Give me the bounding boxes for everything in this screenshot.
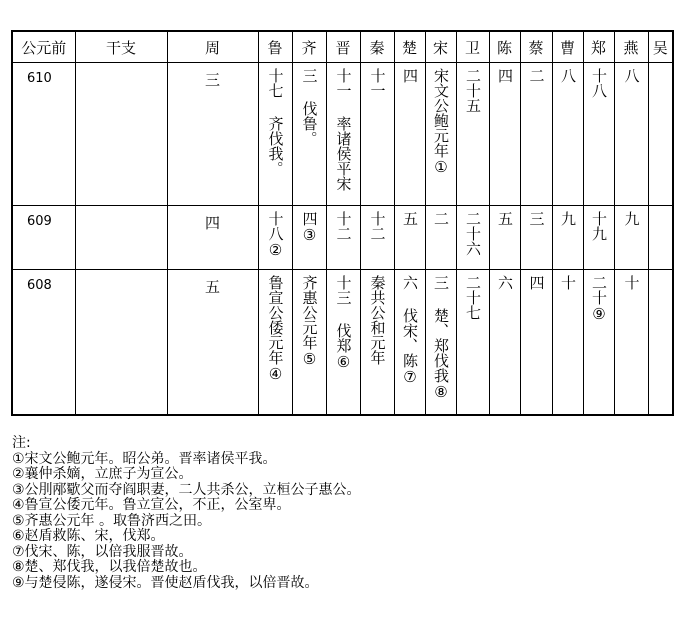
zhou-cell: 四	[167, 206, 258, 270]
note-item: ②襄仲杀嫡，立庶子为宣公。	[12, 466, 193, 482]
qin-cell	[360, 270, 394, 415]
song-text: 三 楚、郑伐我⑧	[432, 275, 450, 401]
cao-text: 九	[559, 211, 577, 226]
header-chen: 陈	[489, 31, 520, 63]
jin-cell	[326, 270, 360, 415]
header-jin: 晋	[326, 31, 360, 63]
note-item: ⑧楚、郑伐我，以我倍楚故也。	[12, 559, 207, 575]
yan-text: 十	[622, 275, 641, 290]
cai-text: 二	[527, 68, 546, 83]
zheng-cell	[583, 270, 614, 415]
note-item: ⑥赵盾救陈、宋，伐郑。	[12, 528, 165, 544]
qi-cell	[292, 270, 326, 415]
lu-cell	[258, 63, 292, 206]
qin-text: 十一	[368, 68, 387, 98]
jin-text: 十一 率诸侯平宋	[334, 68, 353, 191]
wei-text: 二十七	[464, 275, 482, 320]
cai-text: 四	[527, 275, 546, 290]
wu-cell	[648, 63, 673, 206]
jin-cell	[326, 206, 360, 270]
header-zhou: 周	[167, 31, 258, 63]
qin-text: 秦共公和元年	[368, 275, 387, 365]
note-item: ①宋文公鲍元年。昭公弟。晋率诸侯平我。	[12, 450, 277, 467]
zheng-text: 十八	[590, 68, 608, 98]
header-cao: 曹	[552, 31, 583, 63]
header-qi: 齐	[292, 31, 326, 63]
notes-section	[12, 436, 361, 591]
ganzhi-cell	[75, 270, 167, 415]
wei-cell	[456, 206, 489, 270]
lu-text: 鲁宣公倭元年④	[266, 275, 285, 383]
song-cell	[425, 63, 456, 206]
chen-text: 五	[496, 211, 514, 226]
qi-text: 齐惠公元年⑤	[300, 275, 319, 368]
zheng-text: 二十⑨	[590, 275, 608, 323]
yan-text: 九	[622, 211, 641, 226]
header-row	[12, 31, 673, 63]
header-zheng: 郑	[583, 31, 614, 63]
qi-cell	[292, 206, 326, 270]
header-year: 公元前	[12, 31, 75, 63]
chu-cell	[394, 206, 425, 270]
song-text: 二	[432, 211, 450, 226]
qi-text: 三 伐鲁。	[300, 68, 319, 146]
chen-text: 四	[496, 68, 514, 83]
header-yan: 燕	[614, 31, 648, 63]
chu-cell	[394, 270, 425, 415]
table-row	[12, 206, 673, 270]
lu-cell	[258, 270, 292, 415]
jin-cell	[326, 63, 360, 206]
cao-cell	[552, 270, 583, 415]
wu-cell	[648, 270, 673, 415]
ganzhi-cell	[75, 206, 167, 270]
table-row	[12, 63, 673, 206]
zheng-text: 十九	[590, 211, 608, 241]
header-wu: 吴	[648, 31, 673, 63]
header-cai: 蔡	[520, 31, 552, 63]
chen-cell	[489, 63, 520, 206]
qi-text: 四③	[300, 211, 319, 244]
chen-cell	[489, 206, 520, 270]
chu-text: 五	[401, 211, 419, 226]
jin-text: 十二	[334, 211, 353, 241]
header-lu: 鲁	[258, 31, 292, 63]
song-cell	[425, 206, 456, 270]
cao-text: 八	[559, 68, 577, 83]
cai-cell	[520, 270, 552, 415]
yan-text: 八	[622, 68, 641, 83]
cai-text: 三	[527, 211, 546, 226]
zhou-cell: 五	[167, 270, 258, 415]
note-item: ⑤齐惠公元年 。取鲁济西之田。	[12, 512, 212, 529]
zheng-cell	[583, 63, 614, 206]
chu-cell	[394, 63, 425, 206]
chu-text: 四	[401, 68, 419, 83]
lu-cell	[258, 206, 292, 270]
chronology-table	[11, 30, 674, 416]
cao-text: 十	[559, 275, 577, 290]
wei-text: 二十五	[464, 68, 482, 113]
cai-cell	[520, 63, 552, 206]
year-cell: 608	[12, 270, 75, 415]
jin-text: 十三 伐郑⑥	[334, 275, 353, 371]
year-cell: 609	[12, 206, 75, 270]
lu-text: 十八②	[266, 211, 285, 259]
header-chu: 楚	[394, 31, 425, 63]
chu-text: 六 伐宋、陈⑦	[401, 275, 419, 386]
chen-text: 六	[496, 275, 514, 290]
qin-text: 十二	[368, 211, 387, 241]
header-wei: 卫	[456, 31, 489, 63]
song-text: 宋文公鲍元年①	[432, 68, 450, 176]
zheng-cell	[583, 206, 614, 270]
cao-cell	[552, 63, 583, 206]
note-item: ⑨与楚侵陈，遂侵宋。晋使赵盾伐我，以倍晋故。	[12, 574, 319, 591]
year-cell: 610	[12, 63, 75, 206]
chen-cell	[489, 270, 520, 415]
header-ganzhi: 干支	[75, 31, 167, 63]
cao-cell	[552, 206, 583, 270]
lu-text: 十七 齐伐我。	[266, 68, 285, 176]
ganzhi-cell	[75, 63, 167, 206]
wei-text: 二十六	[464, 211, 482, 256]
qin-cell	[360, 206, 394, 270]
note-item: ④鲁宣公倭元年。鲁立宣公，不正，公室卑。	[12, 497, 291, 513]
yan-cell	[614, 270, 648, 415]
song-cell	[425, 270, 456, 415]
note-item: ③公刖邴歜父而夺阎职妻，二人共杀公，立桓公子惠公。	[12, 481, 361, 498]
wei-cell	[456, 63, 489, 206]
table-row	[12, 270, 673, 415]
notes-title: 注:	[12, 435, 31, 451]
qin-cell	[360, 63, 394, 206]
yan-cell	[614, 63, 648, 206]
wei-cell	[456, 270, 489, 415]
note-item: ⑦伐宋、陈，以倍我服晋故。	[12, 543, 193, 560]
header-song: 宋	[425, 31, 456, 63]
yan-cell	[614, 206, 648, 270]
wu-cell	[648, 206, 673, 270]
header-qin: 秦	[360, 31, 394, 63]
zhou-cell: 三	[167, 63, 258, 206]
cai-cell	[520, 206, 552, 270]
qi-cell	[292, 63, 326, 206]
